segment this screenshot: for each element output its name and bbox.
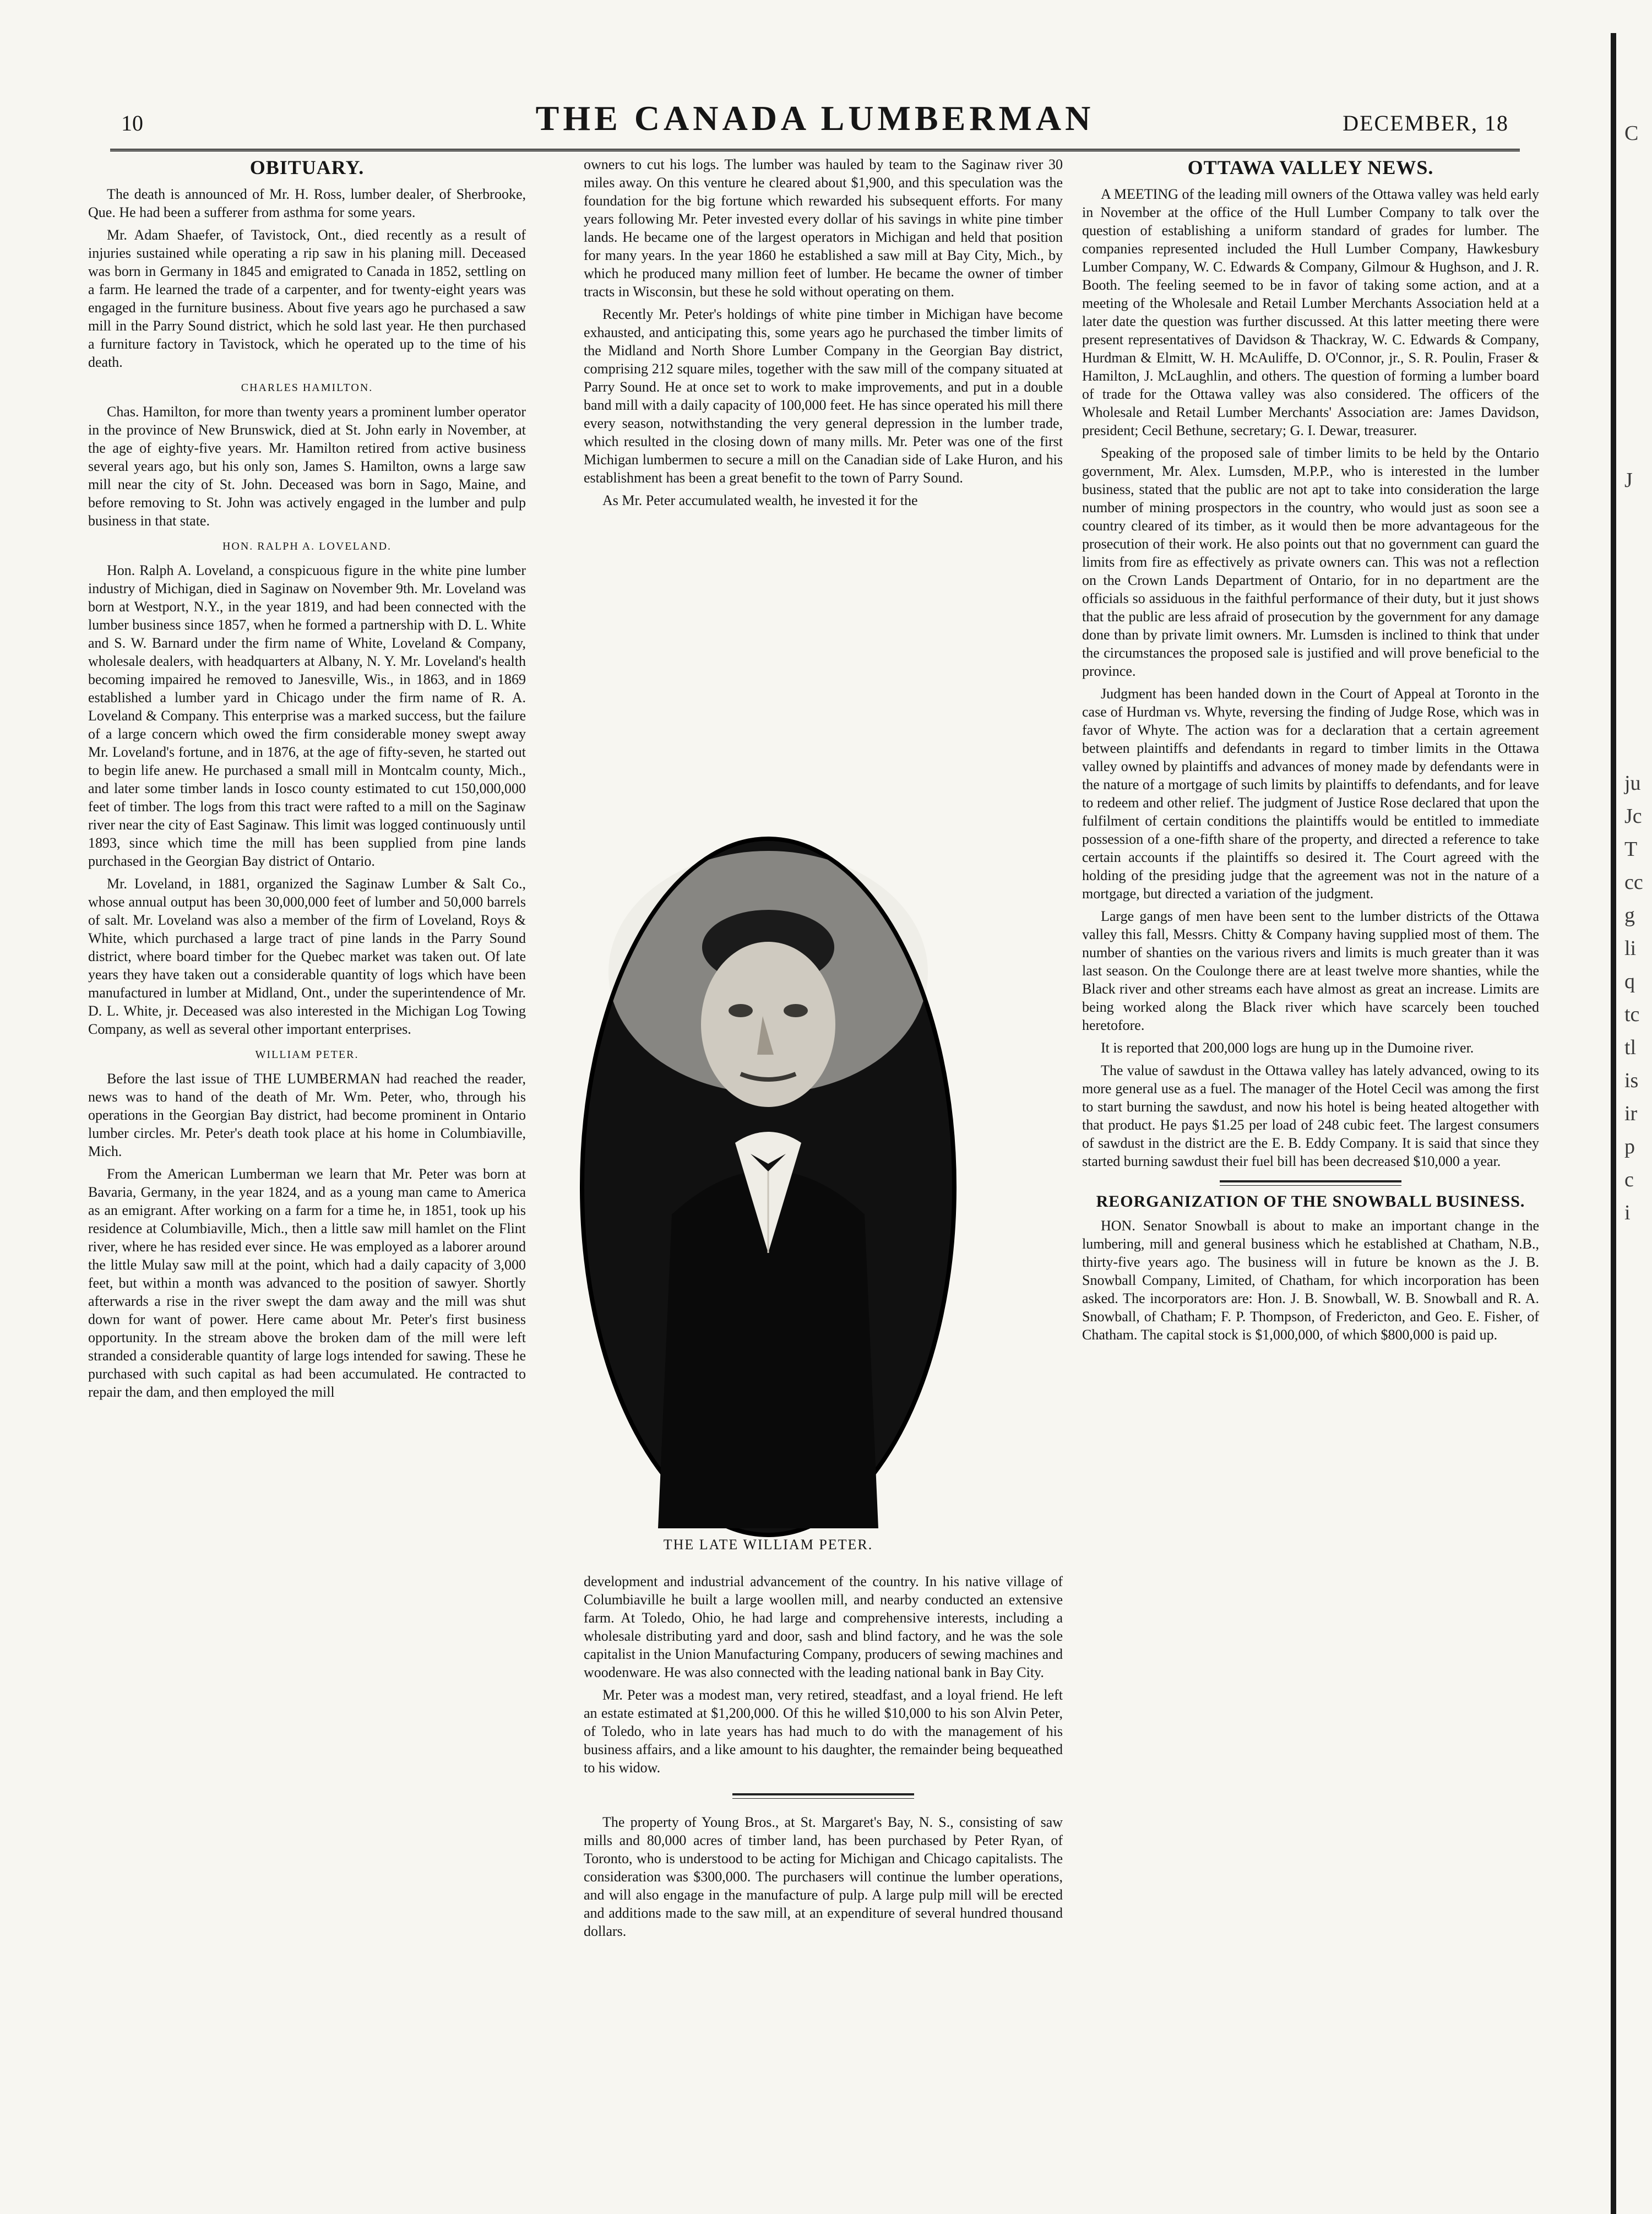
ottawa-paragraph: A MEETING of the leading mill owners of the Ottawa valley was held early in November at the office of the Hull Lumber Company to talk over the question of establishing a uniform standard of grades for lumber. The companies represented included the Hull Lumber Company, Hawkesbury Lumber Company, W. C. Edwards & Company, Gilmour & Hughson, and J. R. Booth. The feeling seemed to be in favor of taking some action, and at a meeting of the Wholesale and Retail Lumber Merchants Association held at a later date the question was further discussed. At this latter meeting there were present representatives of Davidson & Thackray, W. C. Edwards & Company, Hurdman & Elmitt, W. H. McAuliffe, D. O'Connor, jr., S. R. Poulin, Fraser & Hamilton, J. McLaughlin, and others. The question of forming a lumber board of trade for the Ottawa valley was also considered. The officers of the Wholesale and Retail Lumber Merchants' Association are: James Davidson, president; Cecil Bethune, secretary; G. I. Dewar, treasurer.: [1082, 186, 1539, 438]
adjacent-page-fragment: cc: [1624, 871, 1643, 894]
peter-subheading: WILLIAM PETER.: [255, 1049, 359, 1061]
adjacent-page-fragment: ju: [1624, 772, 1641, 795]
peter-paragraph: Before the last issue of THE LUMBERMAN had reached the reader, news was to hand of the death of Mr. Wm. Peter, who, through his operations in the Georgian Bay district, had become prominent in Ontario lumber circles. Mr. Peter's death took place at his home in Columbiaville, Mich.: [88, 1071, 526, 1159]
portrait-william-peter: [575, 834, 961, 1561]
loveland-paragraph: Hon. Ralph A. Loveland, a conspicuous figure in the white pine lumber industry of Michigan, died in Saginaw on November 9th. Mr. Loveland was born at Westport, N.Y., in the year 1819, and had been connected with the lumber business since 1857, when he formed a partnership with D. L. White and S. W. Barnard under the firm name of White, Loveland & Company, wholesale dealers, with headquarters at Albany, N. Y. Mr. Loveland's health becoming impaired he removed to Janesville, Wis., in 1863, and in 1869 established a lumber yard in Chicago under the firm name of R. A. Loveland & Company. This enterprise was a marked success, but the failure of a large concern which owed the firm considerable money swept away Mr. Loveland's fortune, and in 1876, at the age of fifty-seven, he started out to begin life anew. He purchased a small mill in Montcalm county, Mich., and later some timber lands in Iosco county estimated to cut 150,000,000 feet of timber. The logs from this tract were rafted to a mill on the Saginaw river near the city of East Saginaw. This limit was logged continuously until 1893, since which time the mill has been supplied from pine lands purchased in the Georgian Bay district of Ontario.: [88, 562, 526, 869]
gutter-rule: [1611, 33, 1616, 2214]
column-middle-top: [584, 155, 1063, 514]
issue-date: DECEMBER, 18: [1343, 111, 1509, 135]
ottawa-paragraph: Large gangs of men have been sent to the lumber districts of the Ottawa valley this fall, Messrs. Chitty & Company having supplied most of them. The number of shanties on the various rivers and limits is much greater than it was last season. On the Coulonge there are at least twelve more shanties, while the Black river and other streams each have almost as great an increase. Limits are being worked along the Black river which have scarcely been touched heretofore.: [1082, 908, 1539, 1033]
young-bros-paragraph: The property of Young Bros., at St. Margaret's Bay, N. S., consisting of saw mills and 80,000 acres of timber land, has been purchased by Peter Ryan, of Toronto, who is understood to be acting for Michigan and Chicago capitalists. The consideration was $300,000. The purchasers will continue the lumber operations, and will also engage in the manufacture of pulp. A large pulp mill will be erected and additions made to the saw mill, at an expenditure of several hundred thousand dollars.: [584, 1814, 1063, 1939]
adjacent-page-fragment: tc: [1624, 1003, 1640, 1026]
page-number: 10: [121, 111, 143, 135]
peter-continued-paragraph: As Mr. Peter accumulated wealth, he invested it for the: [602, 492, 918, 508]
adjacent-page-fragment: g: [1624, 904, 1635, 927]
adjacent-page-fragment: tl: [1624, 1036, 1637, 1059]
snowball-heading: REORGANIZATION OF THE SNOWBALL BUSINESS.: [1096, 1192, 1525, 1211]
adjacent-page-fragment: c: [1624, 1168, 1634, 1191]
peter-continued-paragraph: development and industrial advancement of the country. In his native village of Columbiaville he built a large woollen mill, and nearby conducted an extensive farm. At Toledo, Ohio, he had large and comprehensive interests, including a wholesale distributing yard and door, sash and blind factory, and he was the sole capitalist in the Union Manufacturing Company, producers of sewing machines and woodenware. He was also connected with the leading national bank in Bay City.: [584, 1573, 1063, 1680]
snowball-paragraph: HON. Senator Snowball is about to make an important change in the lumbering, mill and general business which he established at Chatham, N.B., thirty-five years ago. The business will in future be known as the J. B. Snowball Company, Limited, of Chatham, for which incorporation has been asked. The incorporators are: Hon. J. B. Snowball, W. B. Snowball and R. A. Snowball, of Chatham; F. P. Thompson, of Fredericton, and Geo. E. Fisher, of Chatham. The capital stock is $1,000,000, of which $800,000 is paid up.: [1082, 1218, 1539, 1343]
portrait-caption: THE LATE WILLIAM PETER.: [663, 1537, 873, 1553]
adjacent-page-fragment: C: [1624, 122, 1639, 145]
ottawa-heading: OTTAWA VALLEY NEWS.: [1187, 156, 1434, 178]
obituary-heading: OBITUARY.: [249, 156, 365, 178]
adjacent-page-fragment: p: [1624, 1135, 1635, 1158]
adjacent-page-fragment: q: [1624, 970, 1635, 993]
obituary-paragraph: Mr. Adam Shaefer, of Tavistock, Ont., died recently as a result of injuries sustained while operating a rip saw in his planing mill. Deceased was born in Germany in 1845 and emigrated to Canada in 1852, settling on a farm. He learned the trade of a carpenter, and for twenty-eight years was engaged in the furniture business. About five years ago he purchased a saw mill in the Parry Sound district, which he sold last year. He then purchased a furniture factory in Tavistock, which he operated up to the time of his death.: [88, 227, 526, 370]
ottawa-paragraph: Judgment has been handed down in the Court of Appeal at Toronto in the case of Hurdman vs. Whyte, reversing the finding of Judge Rose, which was in favor of Whyte. The action was for a declaration that a certain agreement between plaintiffs and defendants in regard to timber limits in the Ottawa valley owned by plaintiffs and advances of money made by defendants were in the nature of a mortgage of such limits by plaintiffs to defendants, and for leave to redeem and other relief. The judgment of Justice Rose declared that upon the fulfilment of certain conditions the plaintiffs would be entitled to immediate possession of a one-fifth share of the property, and directed a reference to take certain accounts if the plaintiffs so desired it. The Court agreed with the holding of the presiding judge that the agreement was not in the nature of a mortgage, but directed a variation of the judgment.: [1082, 686, 1539, 902]
adjacent-page-fragment: J: [1624, 469, 1633, 492]
loveland-paragraph: Mr. Loveland, in 1881, organized the Saginaw Lumber & Salt Co., whose annual output has been 30,000,000 feet of lumber and 50,000 barrels of salt. Mr. Loveland was also a member of the firm of Loveland, Roys & White, which purchased a large tract of pine lands in the Parry Sound district, where board timber for the Quebec market was taken out. Of late years they have taken out a considerable quantity of logs which have been manufactured in lumber at Midland, Ont., under the superintendence of Mr. D. L. White, jr. Deceased was also interested in the Michigan Log Towing Company, as well as several other important enterprises.: [88, 876, 526, 1037]
adjacent-page-fragment: is: [1624, 1069, 1639, 1092]
ottawa-paragraph: It is reported that 200,000 logs are hung up in the Dumoine river.: [1101, 1040, 1474, 1056]
hamilton-paragraph: Chas. Hamilton, for more than twenty years a prominent lumber operator in the province of New Brunswick, died at St. John early in November, at the age of eighty-five years. Mr. Hamilton retired from active business several years ago, but his only son, James S. Hamilton, owns a large saw mill near the city of St. John. Deceased was born in Sago, Maine, and before removing to St. John was actively engaged in the lumber and pulp business in that state.: [88, 404, 526, 529]
hamilton-subheading: CHARLES HAMILTON.: [241, 382, 373, 394]
obituary-paragraph: The death is announced of Mr. H. Ross, lumber dealer, of Sherbrooke, Que. He had been a sufferer from asthma for some years.: [88, 186, 526, 220]
peter-paragraph: From the American Lumberman we learn that Mr. Peter was born at Bavaria, Germany, in the year 1824, and as a young man came to America as an emigrant. After working on a farm for a time he, in 1851, took up his residence at Columbiaville, Mich., then a little saw mill hamlet on the Flint river, where he has resided ever since. He was employed as a laborer around the little Mulay saw mill at the point, which had a daily capacity of 3,000 feet, but within a month was advanced to the position of sawyer. Shortly afterwards a rise in the river swept the dam away and the mill was shut down for want of power. Here came about Mr. Peter's first business opportunity. In the stream above the broken dam of the mill were left stranded a considerable quantity of large logs intended for sawing. These he purchased with such capital as had been accumulated. He contracted to repair the dam, and then employed the mill: [88, 1166, 526, 1400]
peter-continued-paragraph: Recently Mr. Peter's holdings of white pine timber in Michigan have become exhausted, and anticipating this, some years ago he purchased the timber limits of the Midland and North Shore Lumber Company in the Georgian Bay district, comprising 212 square miles, together with the saw mill of the company situated at Parry Sound. He at once set to work to make improvements, and put in a double band mill with a daily capacity of 100,000 feet. He has since operated his mill there every season, notwithstanding the very general depression in the lumber trade, which resulted in the closing down of many mills. Mr. Peter was one of the first Michigan lumbermen to secure a mill on the Canadian side of Lake Huron, and his establishment has been a great benefit to the town of Parry Sound.: [584, 306, 1063, 486]
adjacent-page-fragment: ir: [1624, 1102, 1638, 1125]
loveland-subheading: HON. RALPH A. LOVELAND.: [222, 540, 392, 552]
ottawa-paragraph: Speaking of the proposed sale of timber limits to be held by the Ontario government, Mr. Alex. Lumsden, M.P.P., who is interested in the lumber business, stated that the public are not apt to take into consideration the large number of mining prospectors in the country, who would just as soon see a country cleared of its timber, as it would then be more advantageous for the prosecution of their work. He also points out that no government can guard the limits from fire as effectively as private owners can. This was not a reflection on the Crown Lands Department of Ontario, for in no department are the officials so assiduous in the faithful performance of their duty, but it just shows that the public are less afraid of prosecution by the government for any damage done than by private limit owners. Mr. Lumsden is inclined to think that under the circumstances the proposed sale is justified and will prove beneficial to the province.: [1082, 445, 1539, 679]
adjacent-page-fragment: T: [1624, 838, 1638, 861]
adjacent-page-fragment: li: [1624, 937, 1637, 960]
peter-continued-paragraph: Mr. Peter was a modest man, very retired, steadfast, and a loyal friend. He left an estate estimated at $1,200,000. Of this he willed $10,000 to his son Alvin Peter, of Toledo, who in late years has had much to do with the management of his business affairs, and a like amount to his daughter, the remainder being bequeathed to his widow.: [584, 1687, 1063, 1776]
column-left: [88, 155, 526, 1406]
ottawa-paragraph: The value of sawdust in the Ottawa valley has lately advanced, owing to its more general use as a fuel. The manager of the Hotel Cecil was among the first to start burning the sawdust, and now his hotel is being heated altogether with that product. He pays $1.25 per load of 248 cubic feet. The largest consumers of sawdust in the district are the E. B. Eddy Company. It is said that since they started burning sawdust their fuel bill has been decreased $10,000 a year.: [1082, 1062, 1539, 1169]
adjacent-page-fragment: Jc: [1624, 805, 1642, 828]
masthead: [110, 98, 1520, 148]
article-divider: [732, 1793, 914, 1799]
newspaper-title: THE CANADA LUMBERMAN: [535, 99, 1095, 138]
adjacent-page-fragment: i: [1624, 1201, 1631, 1224]
article-divider: [1220, 1180, 1401, 1186]
peter-continued-paragraph: owners to cut his logs. The lumber was hauled by team to the Saginaw river 30 miles away. On this venture he cleared about $1,900, and this speculation was the foundation for the big fortune which rewarded his subsequent efforts. For many years following Mr. Peter invested every dollar of his savings in white pine timber lands. He became one of the largest operators in Michigan and held that position for many years. In the year 1860 he established a saw mill at Bay City, Mich., by which he produced many million feet of lumber. He became the owner of timber tracts in Wisconsin, but these he sold without operating on them.: [584, 156, 1063, 300]
column-right: [1082, 155, 1539, 1348]
column-middle-bottom: [584, 1572, 1063, 1945]
masthead-rule: [110, 149, 1520, 151]
